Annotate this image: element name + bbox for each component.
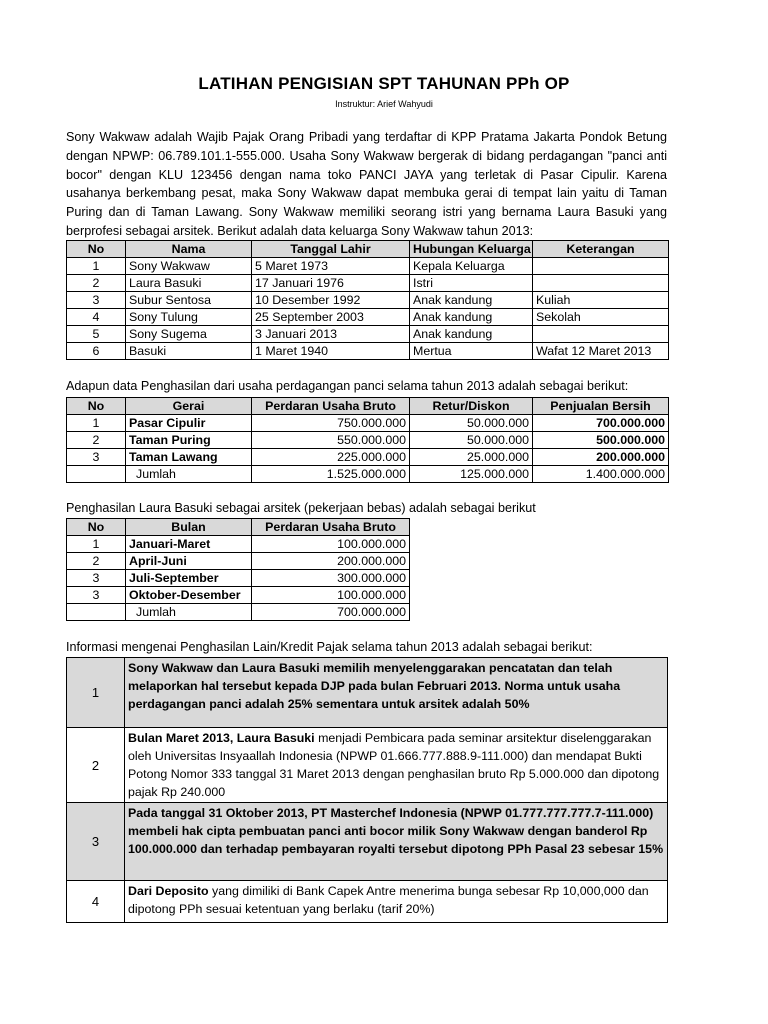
total-row	[67, 604, 410, 621]
table-cell: 1	[67, 536, 126, 553]
table-cell	[533, 326, 669, 343]
table-cell	[533, 275, 669, 292]
table-cell	[67, 466, 126, 483]
column-header: Perdaran Usaha Bruto	[252, 519, 410, 536]
info-number: 4	[67, 881, 125, 923]
column-header: Gerai	[126, 398, 252, 415]
table-cell: 1.525.000.000	[252, 466, 410, 483]
column-header: Keterangan	[533, 241, 669, 258]
table-cell: 1	[67, 415, 126, 432]
info-body-text: Sony Wakwaw dan Laura Basuki memilih menyelenggarakan pencatatan dan telah melaporkan hal tersebut kepada DJP pada bulan Februari 2013. Norma untuk usaha perdagangan panci adalah 25% sementara untuk arsitek adalah 50%	[128, 661, 621, 711]
table-cell: 200.000.000	[252, 553, 410, 570]
sales-caption: Adapun data Penghasilan dari usaha perdagangan panci selama tahun 2013 adalah sebagai berikut:	[66, 379, 629, 393]
info-text	[125, 803, 668, 881]
table-cell: Anak kandung	[410, 292, 533, 309]
table-cell: Sony Wakwaw	[126, 258, 252, 275]
table-cell: 300.000.000	[252, 570, 410, 587]
table-cell: 50.000.000	[410, 415, 533, 432]
table-cell: 5	[67, 326, 126, 343]
table-cell: Jumlah	[126, 604, 252, 621]
table-cell: 200.000.000	[533, 449, 669, 466]
info-number: 1	[67, 658, 125, 728]
table-cell: 3	[67, 587, 126, 604]
table-cell: Januari-Maret	[126, 536, 252, 553]
table-cell	[67, 604, 126, 621]
table-cell	[533, 258, 669, 275]
column-header: Retur/Diskon	[410, 398, 533, 415]
table-cell: Jumlah	[126, 466, 252, 483]
table-cell: 3 Januari 2013	[252, 326, 410, 343]
table-row	[67, 449, 669, 466]
column-header: No	[67, 519, 126, 536]
info-lead: Dari Deposito	[128, 884, 209, 898]
table-row	[67, 258, 669, 275]
table-cell: Sekolah	[533, 309, 669, 326]
table-cell: 700.000.000	[533, 415, 669, 432]
table-cell: 17 Januari 1976	[252, 275, 410, 292]
laura-table-header	[67, 519, 410, 536]
table-cell: 100.000.000	[252, 536, 410, 553]
table-row	[67, 570, 410, 587]
table-cell: 6	[67, 343, 126, 360]
intro-paragraph: Sony Wakwaw adalah Wajib Pajak Orang Pribadi yang terdaftar di KPP Pratama Jakarta Pondok Betung dengan NPWP: 06.789.101.1-555.000. Usaha Sony Wakwaw bergerak di bidang perdagangan "panci anti bocor" dengan KLU 123456 dengan nama toko PANCI JAYA yang terletak di Pasar Cipulir. Karena usahanya berkembang pesat, maka Sony Wakwaw dapat membuka gerai di tempat lain yaitu di Taman Puring dan di Taman Lawang. Sony Wakwaw memiliki seorang istri yang bernama Laura Basuki yang berprofesi sebagai arsitek. Berikut adalah data keluarga Sony Wakwaw tahun 2013:	[66, 130, 667, 238]
table-cell: Basuki	[126, 343, 252, 360]
info-number: 3	[67, 803, 125, 881]
table-cell: Subur Sentosa	[126, 292, 252, 309]
table-cell: 225.000.000	[252, 449, 410, 466]
table-row	[67, 275, 669, 292]
instructor-line: Instruktur: Arief Wahyudi	[335, 99, 433, 109]
column-header: Tanggal Lahir	[252, 241, 410, 258]
family-table-header	[67, 241, 669, 258]
table-cell: 500.000.000	[533, 432, 669, 449]
info-row	[67, 881, 668, 923]
table-cell: 2	[67, 553, 126, 570]
info-row	[67, 728, 668, 803]
info-text	[125, 728, 668, 803]
table-cell: 750.000.000	[252, 415, 410, 432]
info-row	[67, 658, 668, 728]
table-row	[67, 553, 410, 570]
total-row	[67, 466, 669, 483]
table-cell: 25 September 2003	[252, 309, 410, 326]
column-header: No	[67, 398, 126, 415]
column-header: Nama	[126, 241, 252, 258]
table-cell: 25.000.000	[410, 449, 533, 466]
table-cell: 50.000.000	[410, 432, 533, 449]
document-title: LATIHAN PENGISIAN SPT TAHUNAN PPh OP	[198, 74, 570, 93]
info-body-text: menjadi Pembicara pada seminar arsitektur diselenggarakan oleh Universitas Insyaallah Indonesia (NPWP 01.666.777.888.9-111.000) dan mendapat Bukti Potong Nomor 333 tanggal 31 Maret 2013 dengan penghasilan bruto Rp 5.000.000 dan dipotong pajak Rp 240.000	[128, 731, 660, 799]
info-table	[66, 657, 668, 923]
table-cell: Kuliah	[533, 292, 669, 309]
table-cell: Pasar Cipulir	[126, 415, 252, 432]
info-body-text: yang dimiliki di Bank Capek Antre menerima bunga sebesar Rp 10,000,000 dan dipotong PPh sesuai ketentuan yang berlaku (tarif 20%)	[128, 884, 649, 916]
laura-table	[66, 518, 410, 621]
table-cell: Wafat 12 Maret 2013	[533, 343, 669, 360]
table-row	[67, 309, 669, 326]
table-cell: Sony Tulung	[126, 309, 252, 326]
family-table	[66, 240, 669, 360]
column-header: Penjualan Bersih	[533, 398, 669, 415]
table-cell: 3	[67, 292, 126, 309]
laura-caption: Penghasilan Laura Basuki sebagai arsitek (pekerjaan bebas) adalah sebagai berikut	[66, 501, 536, 515]
table-cell: Taman Puring	[126, 432, 252, 449]
table-cell: 550.000.000	[252, 432, 410, 449]
table-cell: Taman Lawang	[126, 449, 252, 466]
table-cell: 1.400.000.000	[533, 466, 669, 483]
info-caption: Informasi mengenai Penghasilan Lain/Kredit Pajak selama tahun 2013 adalah sebagai berikut:	[66, 640, 593, 654]
info-lead: Bulan Maret 2013, Laura Basuki	[128, 731, 315, 745]
column-header: No	[67, 241, 126, 258]
table-cell: 10 Desember 1992	[252, 292, 410, 309]
table-cell: 125.000.000	[410, 466, 533, 483]
column-header: Bulan	[126, 519, 252, 536]
table-cell: 2	[67, 275, 126, 292]
column-header: Perdaran Usaha Bruto	[252, 398, 410, 415]
table-cell: April-Juni	[126, 553, 252, 570]
table-row	[67, 292, 669, 309]
sales-table-header	[67, 398, 669, 415]
table-row	[67, 326, 669, 343]
info-text	[125, 658, 668, 728]
table-cell: 100.000.000	[252, 587, 410, 604]
column-header: Hubungan Keluarga	[410, 241, 533, 258]
info-row	[67, 803, 668, 881]
table-cell: Juli-September	[126, 570, 252, 587]
table-row	[67, 415, 669, 432]
table-cell: 1 Maret 1940	[252, 343, 410, 360]
table-row	[67, 343, 669, 360]
table-cell: Anak kandung	[410, 309, 533, 326]
table-cell: Anak kandung	[410, 326, 533, 343]
sales-table	[66, 397, 669, 483]
table-cell: Kepala Keluarga	[410, 258, 533, 275]
table-cell: Laura Basuki	[126, 275, 252, 292]
table-cell: 700.000.000	[252, 604, 410, 621]
table-row	[67, 432, 669, 449]
table-cell: 1	[67, 258, 126, 275]
table-cell: Mertua	[410, 343, 533, 360]
info-body-text: Pada tanggal 31 Oktober 2013, PT Masterchef Indonesia (NPWP 01.777.777.777.7-111.000) membeli hak cipta pembuatan panci anti bocor milik Sony Wakwaw dengan banderol Rp 100.000.000 dan terhadap pembayaran royalti tersebut dipotong PPh Pasal 23 sebesar 15%	[128, 806, 664, 856]
table-cell: Oktober-Desember	[126, 587, 252, 604]
table-cell: 3	[67, 449, 126, 466]
table-cell: Sony Sugema	[126, 326, 252, 343]
table-cell: 4	[67, 309, 126, 326]
table-row	[67, 536, 410, 553]
info-text	[125, 881, 668, 923]
table-row	[67, 587, 410, 604]
info-number: 2	[67, 728, 125, 803]
table-cell: 5 Maret 1973	[252, 258, 410, 275]
table-cell: 2	[67, 432, 126, 449]
table-cell: 3	[67, 570, 126, 587]
table-cell: Istri	[410, 275, 533, 292]
